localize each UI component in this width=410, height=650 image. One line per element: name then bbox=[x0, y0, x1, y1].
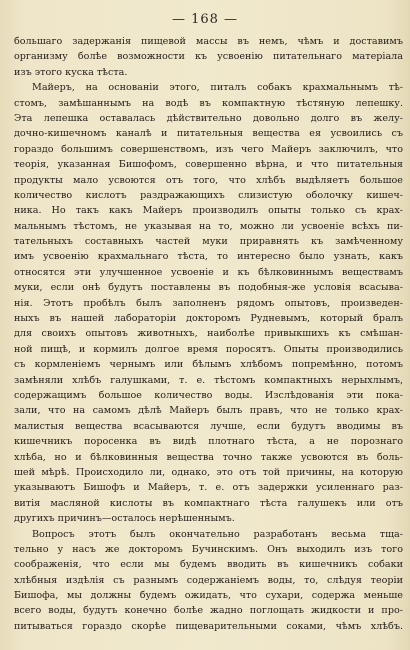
text-line: относятся эти улучшенное усвоеніе и къ бѣлковиннымъ веществамъ bbox=[14, 266, 403, 278]
text-line: количество кислотъ раздражающихъ слизистую оболочку кишеч- bbox=[14, 189, 403, 201]
text-line: соображенія, что если мы будемъ вводить въ кишечникъ собаки bbox=[14, 559, 403, 571]
text-line: хлѣба, но и бѣлковинныя вещества точно также усвоются въ боль- bbox=[14, 451, 403, 463]
text-line: указываютъ Бишофъ и Майеръ, т. е. отъ задержки усиленнаго раз- bbox=[14, 482, 403, 494]
text-line: имъ усвоенію крахмальнаго тѣста, то интересно было узнать, какъ bbox=[14, 251, 403, 263]
text-line: съ кормленіемъ чернымъ или бѣлымъ хлѣбомъ попремѣнно, потомъ bbox=[14, 359, 403, 371]
paragraph-2 bbox=[14, 80, 403, 526]
text-line: другихъ причинъ—осталось нерѣшеннымъ. bbox=[14, 513, 235, 525]
text-line: организму болѣе возможности къ усвоенію питательнаго матеріала bbox=[14, 51, 403, 63]
text-line: малистыя вещества всасываются лучше, если будутъ вводимы въ bbox=[14, 420, 403, 432]
text-line: дочно-кишечномъ каналѣ и питательныя вещества ея усвоились съ bbox=[14, 128, 403, 140]
text-line: Эта лепешка оставалась дѣйствительно довольно долго въ желу- bbox=[14, 112, 403, 124]
text-line: ныхъ въ нашей лабораторіи докторомъ Рудневымъ, который бралъ bbox=[14, 313, 403, 325]
text-line: Вопросъ этотъ былъ окончательно разработанъ весьма тща- bbox=[32, 528, 403, 540]
text-line: стомъ, замѣшаннымъ на водѣ въ компактную тѣстяную лепешку. bbox=[14, 97, 403, 109]
text-line: витія масляной кислоты въ компактнаго тѣста галушекъ или отъ bbox=[14, 497, 403, 509]
text-line: хлѣбныя издѣлія съ разнымъ содержаніемъ воды, то, слѣдуя теоріи bbox=[14, 574, 403, 586]
text-line: муки, если онѣ будутъ поставлены въ подобныя-же условія всасыва- bbox=[14, 282, 403, 294]
text-line: шей мѣрѣ. Происходило ли, однако, это отъ той причины, на которую bbox=[14, 466, 403, 478]
text-line: изъ этого куска тѣста. bbox=[14, 66, 128, 78]
text-line: тельно у насъ же докторомъ Бучинскимъ. Онъ выходилъ изъ того bbox=[14, 543, 403, 555]
text-line: содержащимъ большое количество воды. Изслѣдованія эти пока- bbox=[14, 389, 403, 401]
text-line: питываться гораздо скорѣе пищеварительными соками, чѣмъ хлѣбъ. bbox=[14, 620, 403, 632]
text-line: гораздо большимъ совершенствомъ, изъ чего Майеръ заключилъ, что bbox=[14, 143, 403, 155]
text-line: для своихъ опытовъ животныхъ, наиболѣе привыкшихъ къ смѣшан- bbox=[14, 328, 403, 340]
text-line: зали, что на самомъ дѣлѣ Майеръ былъ правъ, что не только крах- bbox=[14, 405, 403, 417]
text-line: продукты мало усвоются отъ того, что хлѣбъ выдѣляетъ большое bbox=[14, 174, 403, 186]
text-line: ника. Но такъ какъ Майеръ производилъ опыты только съ крах- bbox=[14, 205, 403, 217]
text-line: нія. Этотъ пробѣлъ былъ заполненъ рядомъ опытовъ, произведен- bbox=[14, 297, 403, 309]
text-line: мальнымъ тѣстомъ, не указывая на то, можно ли усвоеніе всѣхъ пи- bbox=[14, 220, 403, 232]
paragraph-3 bbox=[14, 527, 403, 635]
text-line: теорія, указанная Бишофомъ, совершенно вѣрна, и что питательныя bbox=[14, 159, 403, 171]
paragraph-1 bbox=[14, 34, 403, 80]
text-line: кишечникъ поросенка въ видѣ плотнаго тѣста, а не порознаго bbox=[14, 436, 403, 448]
text-line: всего воды, будутъ конечно болѣе жадно поглощать жидкости и про- bbox=[14, 605, 403, 617]
text-line: замѣняли хлѣбъ галушками, т. е. тѣстомъ компактныхъ нерыхлымъ, bbox=[14, 374, 403, 386]
text-line: большаго задержанія пищевой массы въ немъ, чѣмъ и доставимъ bbox=[14, 36, 403, 47]
text-line: Бишофа, мы должны будемъ ожидать, что сухари, содержа меньше bbox=[14, 590, 403, 602]
text-line: тательныхъ составныхъ частей муки приравнять къ замѣченному bbox=[14, 236, 403, 248]
text-line: Майеръ, на основаніи этого, питалъ собакъ крахмальнымъ тѣ- bbox=[32, 82, 403, 94]
text-line: ной пищѣ, и кормилъ долгое время поросятъ. Опыты производились bbox=[14, 343, 403, 355]
page-number: — 168 — bbox=[171, 12, 239, 27]
body-text bbox=[14, 34, 403, 634]
